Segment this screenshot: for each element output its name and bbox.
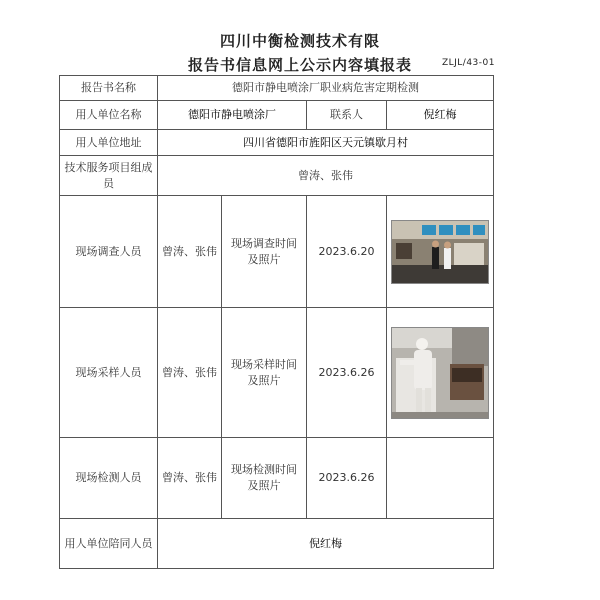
detection-date: 2023.6.26: [307, 438, 387, 519]
employer-name-label: 用人单位名称: [60, 101, 158, 130]
row-survey: [60, 196, 494, 308]
team-label: 技术服务项目组成员: [60, 156, 158, 196]
survey-role-label: 现场调查人员: [60, 196, 158, 308]
sampling-time-label: 现场采样时间及照片: [222, 308, 307, 438]
row-employer-name: [60, 101, 494, 130]
row-employer-address: [60, 130, 494, 156]
sampling-photo-cell: [387, 308, 494, 438]
sampling-photo-icon: [391, 327, 489, 419]
contact-label: 联系人: [307, 101, 387, 130]
form-code: ZLJL/43-01: [441, 58, 495, 68]
row-report-name: [60, 76, 494, 101]
team-value: 曾涛、张伟: [158, 156, 494, 196]
survey-time-label: 现场调查时间及照片: [222, 196, 307, 308]
company-title: 四川中衡检测技术有限: [219, 32, 380, 50]
detection-time-label: 现场检测时间及照片: [222, 438, 307, 519]
survey-date: 2023.6.20: [307, 196, 387, 308]
info-table: [59, 75, 494, 569]
employer-name-value: 德阳市静电喷涂厂: [158, 101, 307, 130]
sampling-persons: 曾涛、张伟: [158, 308, 222, 438]
survey-persons: 曾涛、张伟: [158, 196, 222, 308]
form-title: 报告书信息网上公示内容填报表: [187, 56, 412, 74]
contact-value: 倪红梅: [387, 101, 494, 130]
survey-photo-cell: [387, 196, 494, 308]
survey-photo-icon: [391, 220, 489, 284]
employer-address-value: 四川省德阳市旌阳区天元镇歇月村: [158, 130, 494, 156]
employer-address-label: 用人单位地址: [60, 130, 158, 156]
row-accompany: [60, 519, 494, 569]
row-team: [60, 156, 494, 196]
sampling-role-label: 现场采样人员: [60, 308, 158, 438]
detection-persons: 曾涛、张伟: [158, 438, 222, 519]
detection-role-label: 现场检测人员: [60, 438, 158, 519]
accompany-value: 倪红梅: [158, 519, 494, 569]
report-name-label: 报告书名称: [60, 76, 158, 101]
report-name-value: 德阳市静电喷涂厂职业病危害定期检测: [158, 76, 494, 101]
detection-photo-cell: [387, 438, 494, 519]
row-detection: [60, 438, 494, 519]
accompany-label: 用人单位陪同人员: [60, 519, 158, 569]
row-sampling: [60, 308, 494, 438]
sampling-date: 2023.6.26: [307, 308, 387, 438]
